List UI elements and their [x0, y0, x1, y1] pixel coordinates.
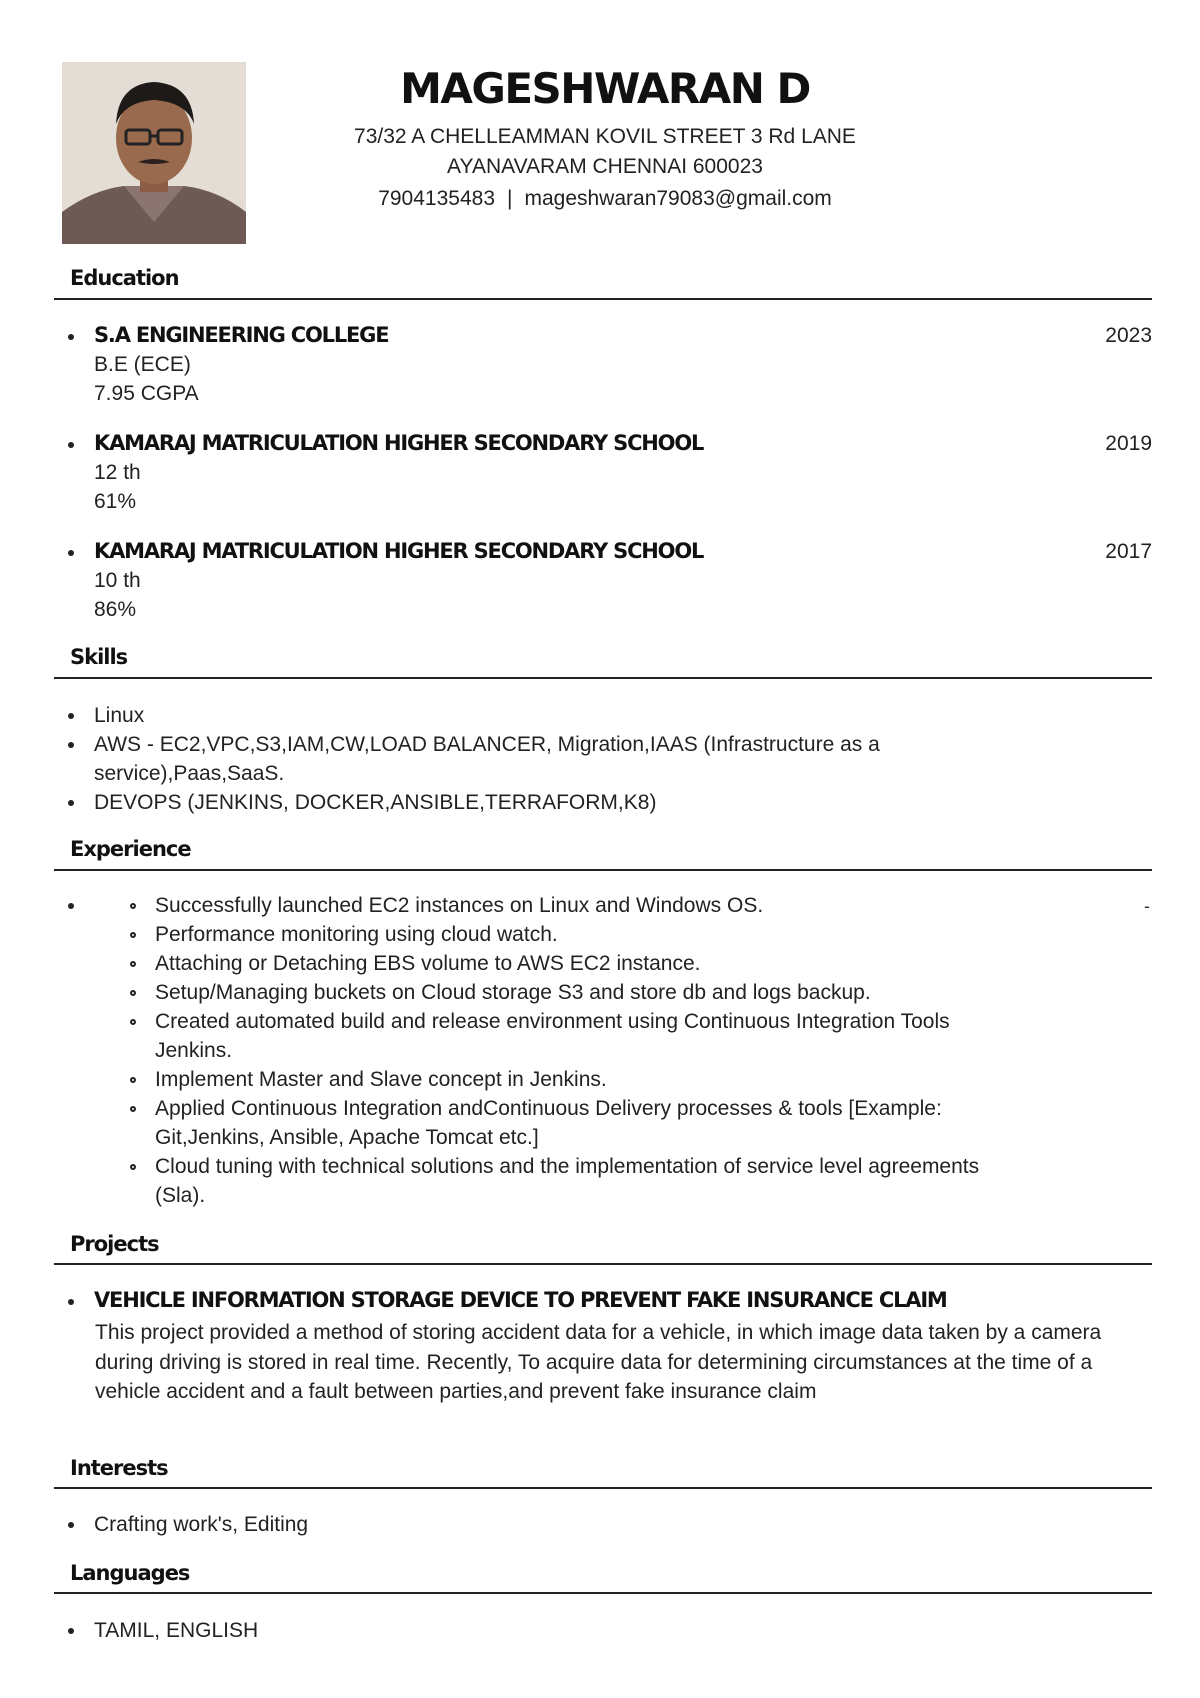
experience-item-continued: Jenkins. [155, 1039, 233, 1062]
experience-item-continued: Git,Jenkins, Ansible, Apache Tomcat etc.] [155, 1126, 539, 1149]
skill-item: DEVOPS (JENKINS, DOCKER,ANSIBLE,TERRAFORM,K8) [94, 791, 657, 814]
education-heading: Education [70, 266, 179, 290]
languages-heading: Languages [70, 1561, 190, 1585]
interests-heading: Interests [70, 1456, 168, 1480]
education-score: 61% [94, 490, 137, 513]
skill-item: Linux [94, 704, 145, 727]
education-score: 7.95 CGPA [94, 382, 199, 405]
projects-heading: Projects [70, 1232, 159, 1256]
education-degree: B.E (ECE) [94, 353, 191, 376]
education-score: 86% [94, 598, 137, 621]
bullet-icon [68, 334, 74, 340]
education-degree: 12 th [94, 461, 141, 484]
experience-item: Performance monitoring using cloud watch. [155, 923, 558, 946]
skill-item-continued: service),Paas,SaaS. [94, 762, 285, 785]
languages-divider [54, 1592, 1152, 1594]
address-line-1: 73/32 A CHELLEAMMAN KOVIL STREET 3 Rd LANE [354, 125, 856, 148]
education-year: 2023 [1105, 324, 1152, 347]
project-title: VEHICLE INFORMATION STORAGE DEVICE TO PREVENT FAKE INSURANCE CLAIM [94, 1288, 947, 1312]
bullet-icon [68, 713, 74, 719]
interests-divider [54, 1487, 1152, 1489]
education-school: S.A ENGINEERING COLLEGE [94, 323, 389, 347]
email-link[interactable]: mageshwaran79083@gmail.com [524, 187, 832, 210]
skills-divider [54, 677, 1152, 679]
education-divider [54, 298, 1152, 300]
experience-item: Applied Continuous Integration andContinuous Delivery processes & tools [Example: [155, 1097, 942, 1120]
candidate-name: MAGESHWARAN D [400, 64, 810, 113]
education-year: 2019 [1105, 432, 1152, 455]
interests-item: Crafting work's, Editing [94, 1513, 309, 1536]
bullet-icon [68, 800, 74, 806]
skill-item: AWS - EC2,VPC,S3,IAM,CW,LOAD BALANCER, Migration,IAAS (Infrastructure as a [94, 733, 880, 756]
experience-item: Successfully launched EC2 instances on Linux and Windows OS. [155, 894, 764, 917]
contact-separator: | [507, 187, 513, 210]
languages-item: TAMIL, ENGLISH [94, 1619, 259, 1642]
experience-divider [54, 869, 1152, 871]
sub-bullet-icon [130, 903, 136, 909]
experience-dash: - [1144, 896, 1150, 916]
bullet-icon [68, 1299, 74, 1305]
contact-line [300, 184, 910, 214]
experience-item: Setup/Managing buckets on Cloud storage S3 and store db and logs backup. [155, 981, 871, 1004]
profile-photo [62, 62, 246, 244]
phone-number: 7904135483 [378, 187, 495, 210]
bullet-icon [68, 903, 74, 909]
bullet-icon [68, 1628, 74, 1634]
education-school: KAMARAJ MATRICULATION HIGHER SECONDARY SCHOOL [94, 539, 704, 563]
experience-item-continued: (Sla). [155, 1184, 206, 1207]
sub-bullet-icon [130, 932, 136, 938]
experience-item: Implement Master and Slave concept in Jenkins. [155, 1068, 607, 1091]
experience-heading: Experience [70, 837, 191, 861]
bullet-icon [68, 1522, 74, 1528]
project-description: This project provided a method of storing accident data for a vehicle, in which image data taken by a camera during driving is stored in real time. Recently, To acquire data for determining circumstances at the time of a vehicle accident and a fault between parties,and prevent fake insurance claim [95, 1321, 1102, 1403]
sub-bullet-icon [130, 1164, 136, 1170]
experience-item: Cloud tuning with technical solutions and the implementation of service level agreements [155, 1155, 980, 1178]
bullet-icon [68, 742, 74, 748]
sub-bullet-icon [130, 1106, 136, 1112]
experience-item: Attaching or Detaching EBS volume to AWS EC2 instance. [155, 952, 701, 975]
sub-bullet-icon [130, 961, 136, 967]
sub-bullet-icon [130, 990, 136, 996]
sub-bullet-icon [130, 1019, 136, 1025]
education-degree: 10 th [94, 569, 141, 592]
experience-item: Created automated build and release environment using Continuous Integration Tools [155, 1010, 950, 1033]
skills-heading: Skills [70, 645, 128, 669]
bullet-icon [68, 442, 74, 448]
education-school: KAMARAJ MATRICULATION HIGHER SECONDARY SCHOOL [94, 431, 704, 455]
projects-divider [54, 1263, 1152, 1265]
education-year: 2017 [1105, 540, 1152, 563]
sub-bullet-icon [130, 1077, 136, 1083]
bullet-icon [68, 550, 74, 556]
address-line-2: AYANAVARAM CHENNAI 600023 [447, 155, 763, 178]
